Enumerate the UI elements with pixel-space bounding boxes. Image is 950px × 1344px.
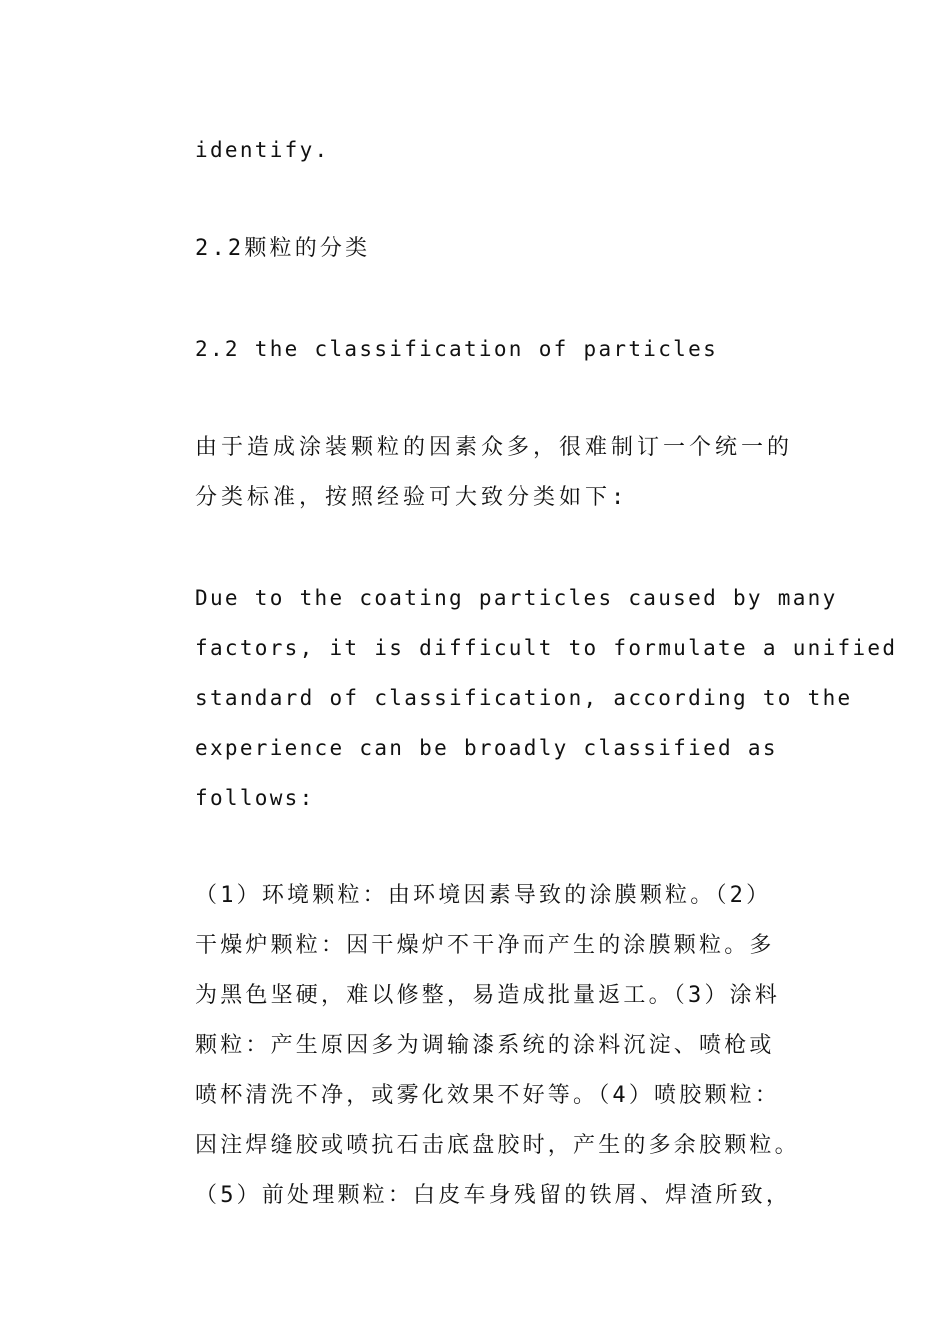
heading-text: 2.2 the classification of particles [195, 337, 719, 361]
paragraph-cn-2 [195, 871, 825, 1221]
paragraph-line: 分类标准，按照经验可大致分类如下: [195, 485, 629, 510]
section-heading-cn [195, 224, 807, 274]
paragraph-line: standard of classification, according to the [195, 686, 853, 710]
heading-text: 2.2颗粒的分类 [195, 236, 371, 261]
text-line-identify [195, 125, 807, 175]
paragraph-line: 因注焊缝胶或喷抗石击底盘胶时，产生的多余胶颗粒。 [195, 1133, 800, 1158]
section-heading-en [195, 324, 807, 374]
paragraph-cn-1 [195, 423, 807, 523]
paragraph-line: factors, it is difficult to formulate a unified [195, 636, 898, 660]
paragraph-line: 由于造成涂装颗粒的因素众多，很难制订一个统一的 [195, 435, 794, 460]
paragraph-line: 为黑色坚硬，难以修整，易造成批量返工。（3）涂料 [195, 983, 781, 1008]
paragraph-line: Due to the coating particles caused by many [195, 586, 838, 610]
paragraph-line: 颗粒：产生原因多为调输漆系统的涂料沉淀、喷枪或 [195, 1033, 775, 1058]
paragraph-line: follows: [195, 786, 315, 810]
paragraph-line: 干燥炉颗粒：因干燥炉不干净而产生的涂膜颗粒。多 [195, 933, 775, 958]
paragraph-line: 喷杯清洗不净，或雾化效果不好等。（4）喷胶颗粒： [195, 1083, 781, 1108]
paragraph-line: experience can be broadly classified as [195, 736, 778, 760]
text-line: identify. [195, 138, 330, 162]
paragraph-en-1 [195, 573, 898, 823]
paragraph-line: （5）前处理颗粒：白皮车身残留的铁屑、焊渣所致， [195, 1183, 792, 1208]
paragraph-line: （1）环境颗粒：由环境因素导致的涂膜颗粒。（2） [195, 883, 772, 908]
